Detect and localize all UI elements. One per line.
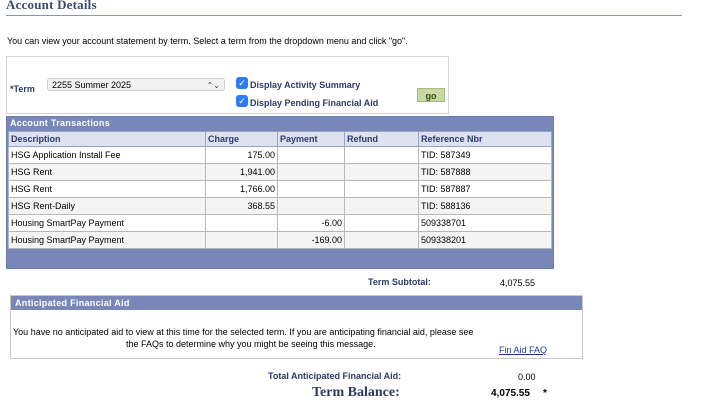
account-transactions-panel — [6, 116, 554, 269]
term-subtotal-label: Term Subtotal: — [368, 277, 431, 287]
row-refund — [345, 215, 419, 232]
total-anticipated-aid-value: 0.00 — [518, 372, 536, 382]
go-button[interactable]: go — [417, 88, 445, 102]
row-refund — [345, 147, 419, 164]
total-anticipated-aid-label: Total Anticipated Financial Aid: — [268, 371, 402, 381]
term-dropdown-value: 2255 Summer 2025 — [52, 80, 132, 90]
display-activity-summary-label[interactable]: Display Activity Summary — [250, 80, 361, 90]
term-balance-label: Term Balance: — [312, 385, 400, 400]
row-description: HSG Rent-Daily — [9, 198, 206, 215]
table-row — [9, 164, 552, 181]
account-transactions-heading: Account Transactions — [10, 118, 111, 128]
row-payment — [278, 147, 345, 164]
checkmark-icon: ✓ — [238, 78, 246, 88]
title-divider — [6, 15, 682, 16]
row-refund — [345, 181, 419, 198]
term-subtotal-value: 4,075.55 — [500, 278, 536, 288]
term-selection-panel — [6, 56, 449, 114]
row-reference: TID: 587349 — [419, 147, 552, 164]
table-row — [9, 215, 552, 232]
row-payment: -169.00 — [278, 232, 345, 249]
checkmark-icon: ✓ — [238, 96, 246, 106]
row-payment — [278, 164, 345, 181]
row-reference: TID: 588136 — [419, 198, 552, 215]
table-row — [9, 198, 552, 215]
row-reference: 509338201 — [419, 232, 552, 249]
page-title: Account Details — [6, 0, 97, 12]
term-balance-asterisk: * — [543, 388, 547, 399]
row-charge: 1,766.00 — [206, 181, 278, 198]
anticipated-aid-message-line2: the FAQs to determine why you might be seeing this message. — [126, 339, 376, 349]
row-charge — [206, 215, 278, 232]
column-header-description: Description — [9, 132, 206, 147]
column-header-reference: Reference Nbr — [419, 132, 552, 147]
row-charge: 368.55 — [206, 198, 278, 215]
row-reference: TID: 587888 — [419, 164, 552, 181]
transactions-footer-bar — [8, 253, 552, 267]
display-pending-aid-checkbox[interactable] — [236, 95, 248, 107]
row-refund — [345, 232, 419, 249]
table-row — [9, 181, 552, 198]
anticipated-aid-panel — [10, 295, 583, 359]
display-activity-summary-checkbox[interactable] — [236, 77, 248, 89]
term-balance-value: 4,075.55 — [491, 388, 530, 399]
row-payment: -6.00 — [278, 215, 345, 232]
row-refund — [345, 198, 419, 215]
term-label: *Term — [10, 84, 35, 94]
anticipated-aid-heading: Anticipated Financial Aid — [11, 296, 582, 310]
row-charge: 175.00 — [206, 147, 278, 164]
row-refund — [345, 164, 419, 181]
table-row — [9, 147, 552, 164]
transactions-table — [8, 131, 552, 249]
updown-chevron-icon: ⌃⌄ — [206, 81, 220, 90]
row-reference: 509338701 — [419, 215, 552, 232]
row-description: HSG Rent — [9, 181, 206, 198]
row-description: Housing SmartPay Payment — [9, 232, 206, 249]
row-description: HSG Rent — [9, 164, 206, 181]
row-description: Housing SmartPay Payment — [9, 215, 206, 232]
column-header-refund: Refund — [345, 132, 419, 147]
fin-aid-faq-link[interactable]: Fin Aid FAQ — [499, 345, 548, 355]
column-header-payment: Payment — [278, 132, 345, 147]
row-charge — [206, 232, 278, 249]
column-header-charge: Charge — [206, 132, 278, 147]
row-reference: TID: 587887 — [419, 181, 552, 198]
anticipated-aid-message-line1: You have no anticipated aid to view at this time for the selected term. If you are anticipating financial aid, please see — [13, 327, 474, 337]
table-row — [9, 232, 552, 249]
row-payment — [278, 198, 345, 215]
row-payment — [278, 181, 345, 198]
row-charge: 1,941.00 — [206, 164, 278, 181]
display-pending-aid-label[interactable]: Display Pending Financial Aid — [250, 98, 379, 108]
row-description: HSG Application Install Fee — [9, 147, 206, 164]
term-dropdown[interactable] — [47, 78, 225, 91]
intro-text: You can view your account statement by term. Select a term from the dropdown menu and click "go". — [7, 36, 408, 46]
